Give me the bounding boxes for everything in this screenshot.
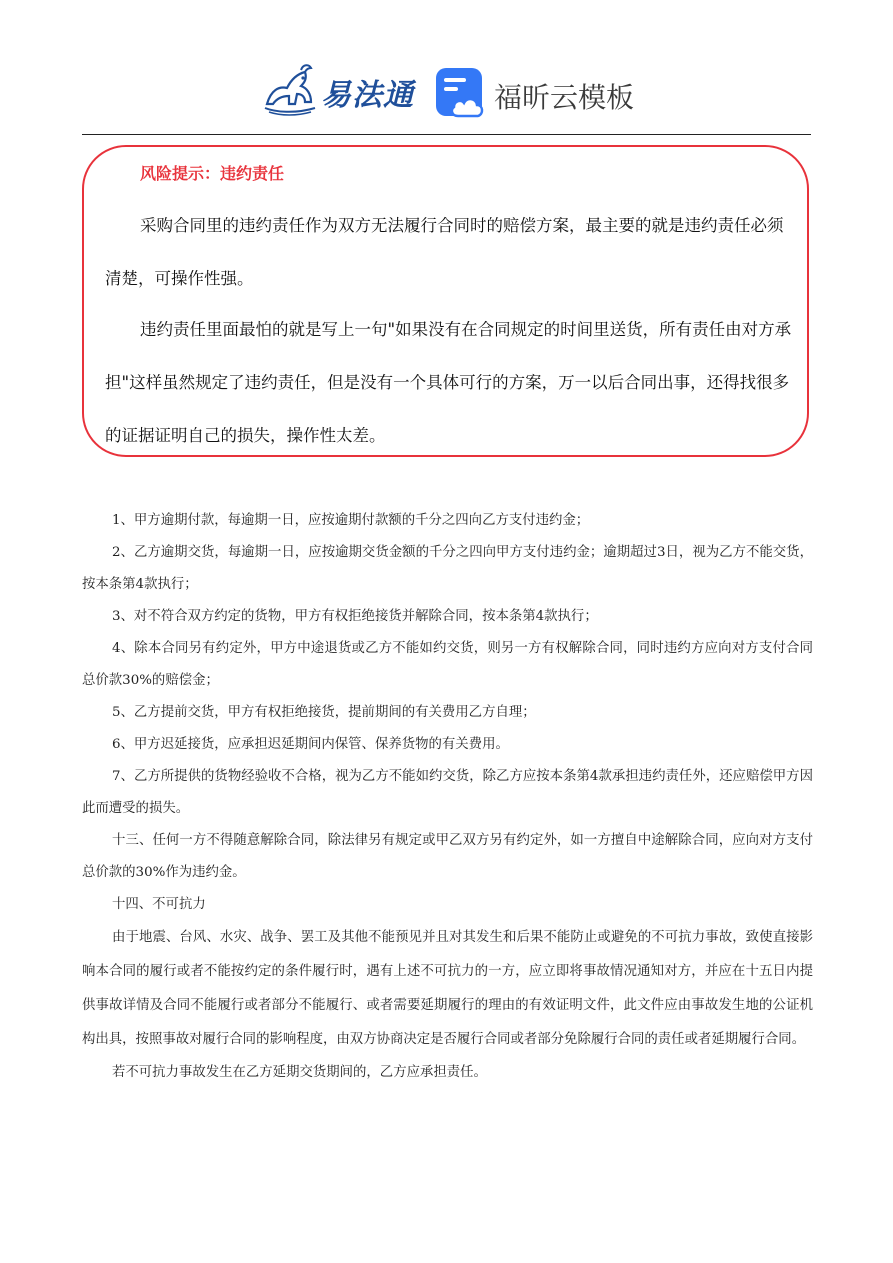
clause: 3、对不符合双方约定的货物，甲方有权拒绝接货并解除合同，按本条第4款执行； <box>112 609 598 624</box>
clause: 1、甲方逾期付款，每逾期一日，应按逾期付款额的千分之四向乙方支付违约金； <box>112 513 590 528</box>
qilin-seal-icon <box>261 60 319 118</box>
page-header <box>0 58 893 122</box>
foxit-template-logo <box>434 66 634 120</box>
clause: 2、乙方逾期交货，每逾期一日，应按逾期交货金额的千分之四向甲方支付违约金；逾期超过3日，视为乙方不能交货，按本条第4款执行； <box>82 545 813 592</box>
clause: 十三、任何一方不得随意解除合同，除法律另有规定或甲乙双方另有约定外，如一方擅自中途解除合同，应向对方支付总价款的30%作为违约金。 <box>82 833 813 880</box>
clause: 若不可抗力事故发生在乙方延期交货期间的，乙方应承担责任。 <box>112 1065 487 1080</box>
yifatong-logo-text: 易法通 <box>321 78 414 113</box>
clause: 7、乙方所提供的货物经验收不合格，视为乙方不能如约交货，除乙方应按本条第4款承担违约责任外，还应赔偿甲方因此而遭受的损失。 <box>82 769 813 816</box>
risk-paragraph: 违约责任里面最怕的就是写上一句"如果没有在合同规定的时间里送货，所有责任由对方承担"这样虽然规定了违约责任，但是没有一个具体可行的方案，万一以后合同出事，还得找很多的证据证明自己的损失，操作性太差。 <box>105 320 792 445</box>
risk-warning-box <box>82 145 809 457</box>
risk-paragraph: 采购合同里的违约责任作为双方无法履行合同时的赔偿方案，最主要的就是违约责任必须清楚，可操作性强。 <box>105 216 784 288</box>
clause: 6、甲方迟延接货，应承担迟延期间内保管、保养货物的有关费用。 <box>112 737 509 752</box>
clause: 4、除本合同另有约定外，甲方中途退货或乙方不能如约交货，则另一方有权解除合同，同时违约方应向对方支付合同总价款30%的赔偿金； <box>82 641 813 688</box>
section-heading: 十四、不可抗力 <box>112 897 206 912</box>
yifatong-logo <box>261 60 413 118</box>
header-divider <box>82 134 811 135</box>
risk-title: 风险提示：违约责任 <box>140 164 285 183</box>
foxit-logo-text: 福昕云模板 <box>494 81 635 114</box>
document-cloud-icon <box>434 66 488 120</box>
contract-body <box>82 505 813 1089</box>
clause: 由于地震、台风、水灾、战争、罢工及其他不能预见并且对其发生和后果不能防止或避免的不可抗力事故，致使直接影响本合同的履行或者不能按约定的条件履行时，遇有上述不可抗力的一方，应立即将事故情况通知对方，并应在十五日内提供事故详情及合同不能履行或者部分不能履行、或者需要延期履行的理由的有效证明文件，此文件应由事故发生地的公证机构出具，按照事故对履行合同的影响程度，由双方协商决定是否履行合同或者部分免除履行合同的责任或者延期履行合同。 <box>82 930 813 1047</box>
clause: 5、乙方提前交货，甲方有权拒绝接货，提前期间的有关费用乙方自理； <box>112 705 536 720</box>
